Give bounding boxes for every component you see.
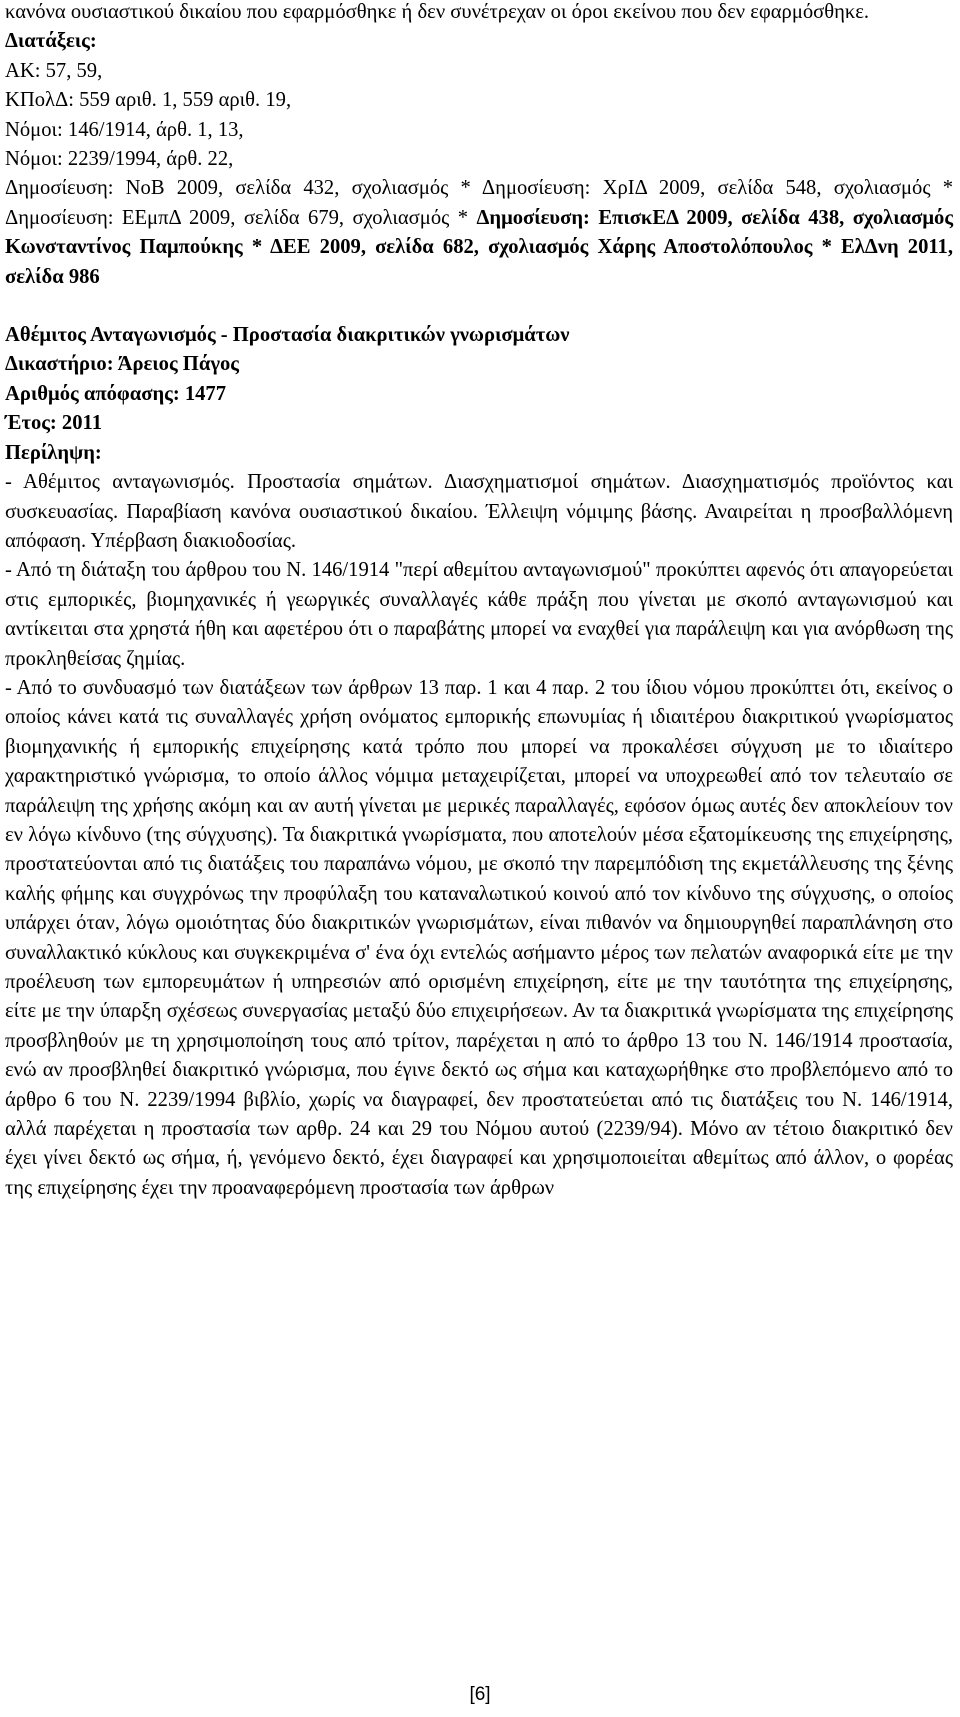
provisions-heading: Διατάξεις: [5, 30, 97, 53]
year-field: Έτος: 2011 [5, 412, 102, 435]
page-number: [6] [469, 1684, 491, 1705]
summary-keywords: - Αθέμιτος ανταγωνισμός. Προστασία σημάτων. Διασχηματισμοί σημάτων. Διασχηματισμός προϊόντος και συσκευασίας. Παραβίαση κανόνα ουσιαστικού δικαίου. Έλλειψη νόμιμης βάσης. Αναιρείται η προσβαλλόμενη απόφαση. Υπέρβαση διακιοδοσίας. [5, 471, 953, 552]
court-field: Δικαστήριο: Άρειος Πάγος [5, 353, 239, 376]
spacer [5, 292, 953, 321]
provision-line: ΑΚ: 57, 59, [5, 59, 103, 82]
decision-number-field: Αριθμός απόφασης: 1477 [5, 382, 227, 405]
case-title: Αθέμιτος Ανταγωνισμός - Προστασία διακριτικών γνωρισμάτων [5, 324, 570, 347]
summary-paragraph-1: - Από τη διάταξη του άρθρου του Ν. 146/1914 "περί αθεμίτου ανταγωνισμού" προκύπτει αφενός ότι απαγορεύεται στις εμπορικές, βιομηχανικές ή γεωργικές συναλλαγές κάθε πράξη που γίνεται με σκοπό ανταγωνισμού και αντίκειται στα χρηστά ήθη και αφετέρου ότι ο παραβάτης μπορεί να εναχθεί για παράλειψη και για ανόρθωση της προκληθείσας ζημίας. [5, 559, 953, 670]
provision-line: Νόμοι: 146/1914, άρθ. 1, 13, [5, 118, 244, 141]
publications-normal: Δημοσίευση: ΝοΒ 2009, σελίδα 432, σχολιασμός * Δημοσίευση: ΧρΙΔ 2009, σελίδα 548, σχολιασμός * Δημοσίευση: ΕΕμπΔ 2009, σελίδα 679, σχολιασμός * [5, 177, 953, 229]
publications-bold: Δημοσίευση: ΕπισκΕΔ 2009, σελίδα 438, σχολιασμός Κωνσταντίνος Παμπούκης * ΔΕΕ 2009, σελίδα 682, σχολιασμός Χάρης Αποστολόπουλος * ΕλΔνη 2011, σελίδα 986 [5, 206, 954, 288]
intro-paragraph: κανόνα ουσιαστικού δικαίου που εφαρμόσθηκε ή δεν συνέτρεχαν οι όροι εκείνου που δεν εφαρμόσθηκε. [5, 1, 870, 23]
provision-line: Νόμοι: 2239/1994, άρθ. 22, [5, 148, 234, 171]
publications-paragraph [5, 174, 953, 292]
summary-paragraph-2: - Από το συνδυασμό των διατάξεων των άρθρων 13 παρ. 1 και 4 παρ. 2 του ίδιου νόμου προκύπτει ότι, εκείνος ο οποίος κάνει κατά τις συναλλαγές χρήση ονόματος εμπορικής επωνυμίας ή ιδιαιτέρου διακριτικού γνωρίσματος βιομηχανικής ή εμπορικής επιχείρησης κατά τρόπο που μπορεί να προκαλέσει σύγχυση με το ιδιαίτερο χαρακτηριστικό γνώρισμα, το οποίο άλλος νόμιμα μεταχειρίζεται, μπορεί να υποχρεωθεί από τον τελευταίο σε παράλειψη της χρήσης ακόμη και αν αυτή γίνεται με μερικές παραλλαγές, εφόσον όμως αυτές δεν αποκλείουν τον εν λόγω κίνδυνο (της σύγχυσης). Τα διακριτικά γνωρίσματα, που αποτελούν μέσα εξατομίκευσης της επιχείρησης, προστατεύονται από τις διατάξεις του παραπάνω νόμου, με σκοπό την παρεμπόδιση της εκμετάλλευσης της ξένης καλής φήμης και συγχρόνως την προφύλαξη του καταναλωτικού κοινού από τον κίνδυνο της σύγχυσης, ο οποίος υπάρχει όταν, λόγω ομοιότητας δύο διακριτικών γνωρισμάτων, είναι πιθανόν να δημιουργηθεί παραπλάνηση στο συναλλακτικό κύκλους και συγκεκριμένα σ' ένα όχι εντελώς ασήμαντο μέρος των πελατών αναφορικά είτε με την προέλευση των εμπορευμάτων ή υπηρεσιών από ορισμένη επιχείρηση, είτε με την ταυτότητα της επιχείρησης, είτε με την ύπαρξη σχέσεως συνεργασίας μεταξύ δύο επιχειρήσεων. Αν τα διακριτικά γνωρίσματα της επιχείρησης προσβληθούν με τη χρησιμοποίηση τους από τρίτον, παρέχεται η από το άρθρο 13 του Ν. 146/1914 προστασία, ενώ αν προσβληθεί διακριτικό γνώρισμα, που έγινε δεκτό ως σήμα και καταχωρήθηκε στο προβλεπόμενο από το άρθρο 6 του Ν. 2239/1994 βιβλίο, χωρίς να διαγραφεί, δεν προστατεύεται από τις διατάξεις του Ν. 146/1914, αλλά παρέχεται η προστασία των αρθρ. 24 και 29 του Νόμου αυτού (2239/94). Μόνο αν τέτοιο διακριτικό δεν έχει γίνει δεκτό ως σήμα, ή, γενόμενο δεκτό, έχει διαγραφεί και χρησιμοποιείται αθεμίτως από άλλον, ο φορέας της επιχείρησης έχει την προαναφερόμενη προστασία των άρθρων [5, 676, 953, 1199]
summary-heading: Περίληψη: [5, 441, 102, 464]
provision-line: ΚΠολΔ: 559 αριθ. 1, 559 αριθ. 19, [5, 89, 292, 112]
document-page [5, 0, 953, 1203]
